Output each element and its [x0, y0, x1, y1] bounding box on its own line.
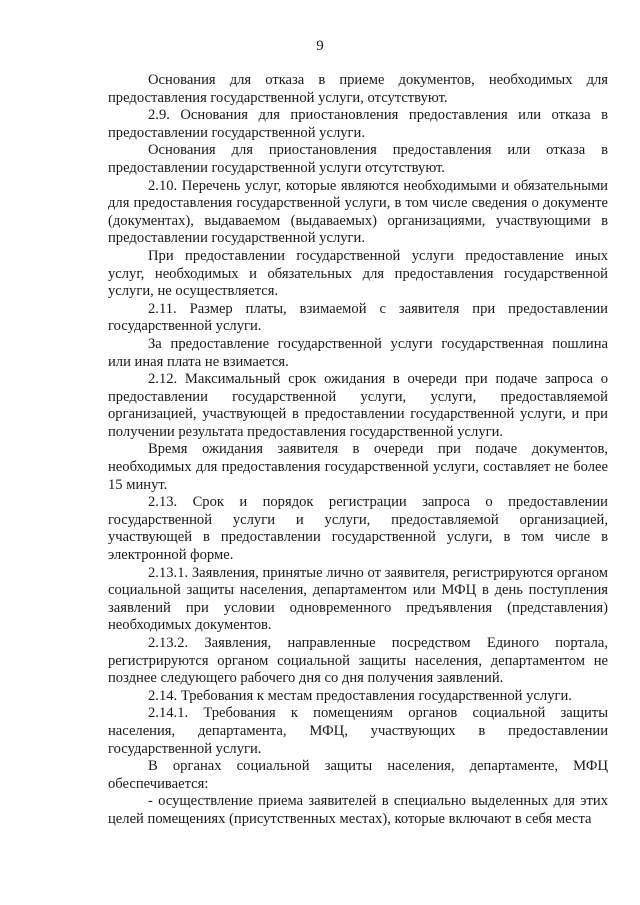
paragraph-2-14: 2.14. Требования к местам предоставления государственной услуги. — [148, 687, 572, 704]
document-body — [108, 72, 608, 829]
paragraph-provided: В органах социальной защиты населения, департаменте, МФЦ обеспечивается: — [108, 758, 608, 792]
page-number: 9 — [316, 38, 324, 54]
paragraph-2-9: 2.9. Основания для приостановления предоставления или отказа в предоставлении государственной услуги. — [108, 107, 608, 141]
paragraph-2-13-2: 2.13.2. Заявления, направленные посредством Единого портала, регистрируются органом социальной защиты населения, департаментом не позднее следующего рабочего дня со дня получения заявлений. — [108, 635, 608, 687]
paragraph-other-services: При предоставлении государственной услуги предоставление иных услуг, необходимых и обязательных для предоставления государственной услуги, не осуществляется. — [108, 247, 608, 300]
paragraph-no-fee: За предоставление государственной услуги государственная пошлина или иная плата не взимается. — [108, 335, 608, 370]
paragraph-reception: - осуществление приема заявителей в специально выделенных для этих целей помещениях (присутственных местах), которые включают в себя места — [108, 793, 608, 827]
paragraph-2-11: 2.11. Размер платы, взимаемой с заявителя при предоставлении государственной услуги. — [108, 300, 608, 335]
paragraph-suspension-grounds: Основания для приостановления предоставления или отказа в предоставлении государственной услуги отсутствуют. — [108, 142, 608, 176]
paragraph-refusal-grounds: Основания для отказа в приеме документов, необходимых для предоставления государственной услуги, отсутствуют. — [108, 72, 608, 106]
paragraph-2-13-1: 2.13.1. Заявления, принятые лично от заявителя, регистрируются органом социальной защиты населения, департаментом или МФЦ в день поступления заявлений при условии одновременного предъявления (представления) необходимых документов. — [108, 564, 608, 634]
paragraph-2-12: 2.12. Максимальный срок ожидания в очереди при подаче запроса о предоставлении государственной услуги, услуги, предоставляемой организацией, участвующей в предоставлении государственной услуги, и при получении результата предоставления государственной услуги. — [108, 371, 608, 440]
paragraph-waiting-time: Время ожидания заявителя в очереди при подаче документов, необходимых для предоставления государственной услуги, составляет не более 15 минут. — [108, 441, 608, 493]
paragraph-2-14-1: 2.14.1. Требования к помещениям органов социальной защиты населения, департамента, МФЦ, участвующих в предоставлении государственной услуги. — [108, 705, 608, 757]
paragraph-2-13: 2.13. Срок и порядок регистрации запроса о предоставлении государственной услуги и услуги, предоставляемой организацией, участвующей в предоставлении государственной услуги, в том числе в электронной форме. — [108, 494, 608, 564]
paragraph-2-10: 2.10. Перечень услуг, которые являются необходимыми и обязательными для предоставления государственной услуги, в том числе сведения о документе (документах), выдаваемом (выдаваемых) организациями, участвующими в предоставлении государственной услуги. — [108, 177, 608, 247]
